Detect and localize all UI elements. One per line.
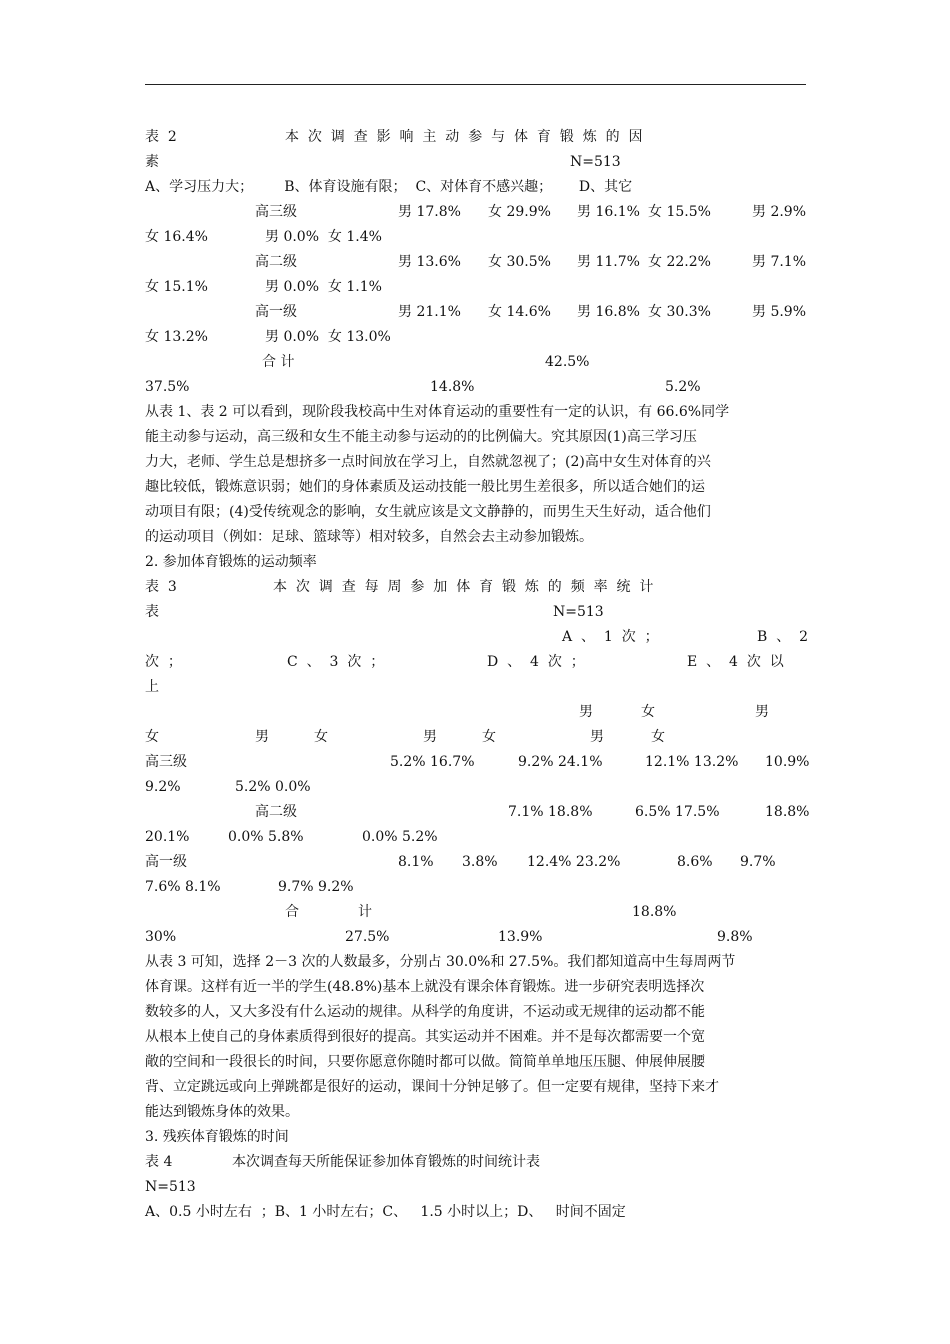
text-line: 7.1% 18.8% [508,804,593,820]
text-line: 13.9% [498,929,543,945]
text-line: 能主动参与运动，高三级和女生不能主动参与运动的的比例偏大。究其原因(1)高三学习压 [145,429,697,445]
text-line: 37.5% [145,379,190,395]
text-line: 20.1% [145,829,190,845]
text-line: 从根本上使自己的身体素质得到很好的提高。其实运动并不困难。并不是每次都需要一个宽 [145,1029,705,1045]
text-line: 男 0.0% 女 13.0% [265,329,391,345]
text-line: 敞的空间和一段很长的时间，只要你愿意你随时都可以做。简简单单地压压腿、伸展伸展腰 [145,1054,705,1070]
text-line: 男 [423,729,437,745]
text-line: 女 [651,729,665,745]
text-line: 女 [314,729,328,745]
text-line: 女 16.4% [145,229,208,245]
text-line: N=513 [570,154,621,170]
text-line: 9.2% [145,779,181,795]
text-line: 动项目有限；(4)受传统观念的影响，女生就应该是文文静静的，而男生天生好动，适合他们 [145,504,711,520]
text-line: 的运动项目（例如：足球、篮球等）相对较多，自然会去主动参加锻炼。 [145,529,593,545]
text-line: 3.8% [462,854,498,870]
text-line: 男 16.8% [577,304,640,320]
text-line: A、0.5 小时左右 ；B、1 小时左右；C、 1.5 小时以上；D、 时间不固定 [145,1204,626,1220]
text-line: 本次调查每天所能保证参加体育锻炼的时间统计表 [232,1154,540,1170]
text-line: 0.0% 5.8% [228,829,304,845]
text-line: 高一级 [255,304,297,320]
text-line: 本 次 调 查 影 响 主 动 参 与 体 育 锻 炼 的 因 [285,129,643,145]
text-line: 男 17.8% [398,204,461,220]
text-line: 男 [255,729,269,745]
text-line: 5.2% 0.0% [235,779,311,795]
text-line: B 、 2 [757,629,808,645]
text-line: 女 15.1% [145,279,208,295]
text-line: 女 30.5% [488,254,551,270]
text-line: 30% [145,929,177,945]
text-line: 女 [482,729,496,745]
text-line: A 、 1 次 ； [562,629,659,645]
text-line: 上 [145,679,159,695]
text-line: 合 [285,904,299,920]
text-line: 0.0% 5.2% [362,829,438,845]
text-line: 表 3 [145,579,177,595]
text-line: 男 [755,704,769,720]
text-line: 3. 残疾体育锻炼的时间 [145,1129,289,1145]
text-line: N=513 [553,604,604,620]
text-line: 高三级 [255,204,297,220]
text-line: 男 16.1% [577,204,640,220]
text-line: 42.5% [545,354,590,370]
text-line: 男 0.0% 女 1.1% [265,279,382,295]
text-line: 12.4% 23.2% [527,854,621,870]
text-line: 9.7% 9.2% [278,879,354,895]
text-line: 女 14.6% [488,304,551,320]
text-line: 高三级 [145,754,187,770]
text-line: 27.5% [345,929,390,945]
text-line: 体育课。这样有近一半的学生(48.8%)基本上就没有课余体育锻炼。进一步研究表明选择次 [145,979,705,995]
text-line: 男 [590,729,604,745]
text-line: 女 15.5% [648,204,711,220]
text-line: 女 30.3% [648,304,711,320]
text-line: 本 次 调 查 每 周 参 加 体 育 锻 炼 的 频 率 统 计 [273,579,654,595]
text-line: 男 2.9% [752,204,807,220]
text-line: 女 13.2% [145,329,208,345]
text-line: 高二级 [255,804,297,820]
text-line: 9.7% [740,854,776,870]
text-line: 男 5.9% [752,304,807,320]
text-line: 数较多的人，又大多没有什么运动的规律。从科学的角度讲，不运动或无规律的运动都不能 [145,1004,705,1020]
text-line: 5.2% 16.7% [390,754,475,770]
text-line: 表 4 [145,1154,173,1170]
text-line: 计 [358,904,372,920]
text-line: 趣比较低，锻炼意识弱；她们的身体素质及运动技能一般比男生差很多，所以适合她们的运 [145,479,705,495]
text-line: 能达到锻炼身体的效果。 [145,1104,299,1120]
text-line: 10.9% [765,754,810,770]
text-line: 9.2% 24.1% [518,754,603,770]
text-line: 男 0.0% 女 1.4% [265,229,382,245]
text-line: 表 [145,604,159,620]
text-line: 女 22.2% [648,254,711,270]
text-line: 12.1% 13.2% [645,754,739,770]
text-line: 女 [641,704,655,720]
text-line: 2. 参加体育锻炼的运动频率 [145,554,317,570]
text-line: A、学习压力大； B、体育设施有限； C、对体育不感兴趣； D、其它 [145,179,633,195]
text-line: 表 2 [145,129,177,145]
text-line: 从表 3 可知，选择 2－3 次的人数最多，分别占 30.0%和 27.5%。我们都知道高中生每周两节 [145,954,736,970]
text-line: 高二级 [255,254,297,270]
text-line: 18.8% [765,804,810,820]
text-line: 6.5% 17.5% [635,804,720,820]
text-line: 7.6% 8.1% [145,879,221,895]
text-line: 男 21.1% [398,304,461,320]
text-line: D 、 4 次 ； [487,654,585,670]
text-line: 5.2% [665,379,701,395]
text-line: N=513 [145,1179,196,1195]
text-line: 男 [579,704,593,720]
text-line: 9.8% [717,929,753,945]
text-line: 女 29.9% [488,204,551,220]
text-line: E 、 4 次 以 [687,654,784,670]
text-line: 8.6% [677,854,713,870]
text-line: 力大，老师、学生总是想挤多一点时间放在学习上，自然就忽视了；(2)高中女生对体育的兴 [145,454,711,470]
text-line: 14.8% [430,379,475,395]
text-line: 背、立定跳远或向上弹跳都是很好的运动，课间十分钟足够了。但一定要有规律，坚持下来才 [145,1079,719,1095]
text-line: 素 [145,154,159,170]
text-line: 男 11.7% [577,254,640,270]
text-line: 男 13.6% [398,254,461,270]
header-rule [145,84,806,85]
text-line: 8.1% [398,854,434,870]
text-line: 合 计 [262,354,295,370]
text-line: 男 7.1% [752,254,807,270]
text-line: 从表 1、表 2 可以看到，现阶段我校高中生对体育运动的重要性有一定的认识，有 66.6%同学 [145,404,730,420]
text-line: 高一级 [145,854,187,870]
text-line: 次 ； [145,654,182,670]
text-line: 女 [145,729,159,745]
text-line: 18.8% [632,904,677,920]
text-line: C 、 3 次 ； [287,654,385,670]
